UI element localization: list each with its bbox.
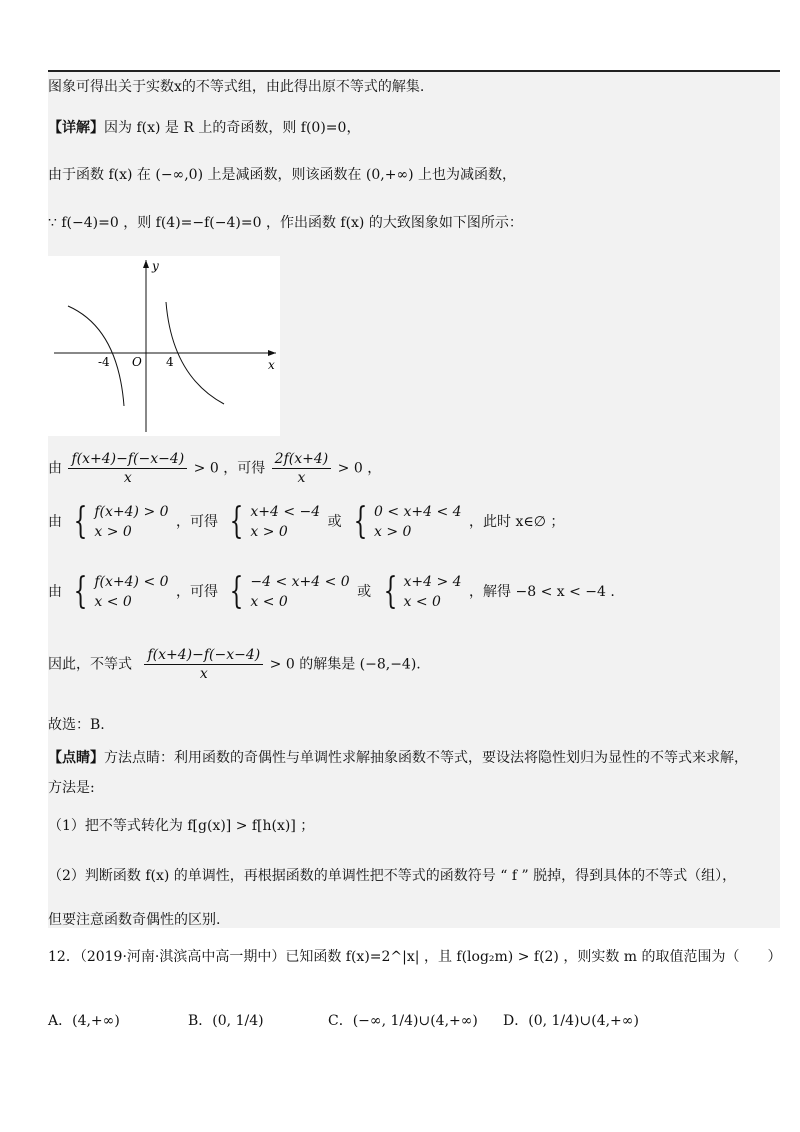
y-axis-arrow [143,260,149,268]
system-5: { −4 < x+4 < 0 x < 0 [230,571,350,612]
solution-panel [48,72,780,928]
option-b: B．(0, 1/4) [188,1013,264,1029]
tip-tag: 【点睛】 [48,750,104,766]
line-intro: 图象可得出关于实数x的不等式组，由此得出原不等式的解集. [48,79,425,95]
system-6: { x+4 > 4 x < 0 [383,571,462,612]
fraction-2: $\frac{2f(x+4)}{x}$ [272,450,332,487]
fraction-3: $\frac{f(x+4)-f(-x-4)}{x}$ [144,646,263,683]
line-zero: ∵ f(−4)=0 ，则 f(4)=−f(−4)=0 ，作出函数 f(x) 的大致图象如下图所示： [48,215,523,231]
option-b-value: (0, 1/4) [212,1013,264,1029]
x-axis-arrow [268,350,276,356]
x-axis-label: x [268,358,275,372]
line-fraction: 由 $\frac{f(x+4)-f(-x-4)}{x}$ > 0 ，可得 $\frac{2f(x+4)}{x}$ > 0 ， [48,451,382,486]
line-answer: 故选：B. [48,717,105,733]
line-case-negative: 由 { f(x+4) < 0 x < 0 ，可得 { −4 < x+4 < 0 x < 0 或 { x+4 > 4 x < 0 ，解得 −8 < x < −4 . [48,571,615,612]
system-3: { 0 < x+4 < 4 x > 0 [353,501,462,542]
line-step-1: （1）把不等式转化为 f[g(x)] > f[h(x)] ； [48,818,315,834]
line-tip [48,748,748,768]
option-d-value: (0, 1/4)∪(4,+∞) [528,1013,639,1029]
system-1: { f(x+4) > 0 x > 0 [74,501,169,542]
detail-text: 因为 f(x) 是 R 上的奇函数，则 f(0)=0， [104,120,361,136]
line-method: 方法是: [48,780,95,796]
left-branch-curve [68,306,124,406]
line-monotonic: 由于函数 f(x) 在 (−∞,0) 上是减函数，则该函数在 (0,+∞) 上也为减函数， [48,167,517,183]
origin-label: O [132,355,142,369]
line-case-positive: 由 { f(x+4) > 0 x > 0 ，可得 { x+4 < −4 x > 0 或 { 0 < x+4 < 4 x > 0 ，此时 x∈∅ ； [48,501,565,542]
system-4: { f(x+4) < 0 x < 0 [74,571,169,612]
tick-label-neg4: -4 [98,355,110,369]
tip-text: 方法点睛：利用函数的奇偶性与单调性求解抽象函数不等式，要设法将隐性划归为显性的不等式来求解， [104,750,748,766]
option-a: A．(4,+∞) [48,1013,120,1029]
line-detail [48,118,360,138]
question-12: 12．（2019·河南·淇滨高中高一期中）已知函数 f(x)=2^|x| ，且 f(log₂m) > f(2) ，则实数 m 的取值范围为（ ） [48,949,782,965]
fraction-1: $\frac{f(x+4)-f(-x-4)}{x}$ [68,450,187,487]
option-c-value: (−∞, 1/4)∪(4,+∞) [352,1013,478,1029]
y-axis-label: y [152,259,159,273]
tick-label-4: 4 [166,355,174,369]
line-note: 但要注意函数奇偶性的区别. [48,912,221,928]
system-2: { x+4 < −4 x > 0 [230,501,321,542]
line-step-2: （2）判断函数 f(x) 的单调性，再根据函数的单调性把不等式的函数符号 “ f ” 脱掉，得到具体的不等式（组）， [48,868,737,884]
line-conclusion: 因此，不等式 $\frac{f(x+4)-f(-x-4)}{x}$ > 0 的解集是 (−8,−4). [48,647,421,682]
detail-tag: 【详解】 [48,120,104,136]
function-graph [48,256,280,436]
option-c: C．(−∞, 1/4)∪(4,+∞) [328,1013,478,1029]
option-d: D．(0, 1/4)∪(4,+∞) [503,1013,639,1029]
